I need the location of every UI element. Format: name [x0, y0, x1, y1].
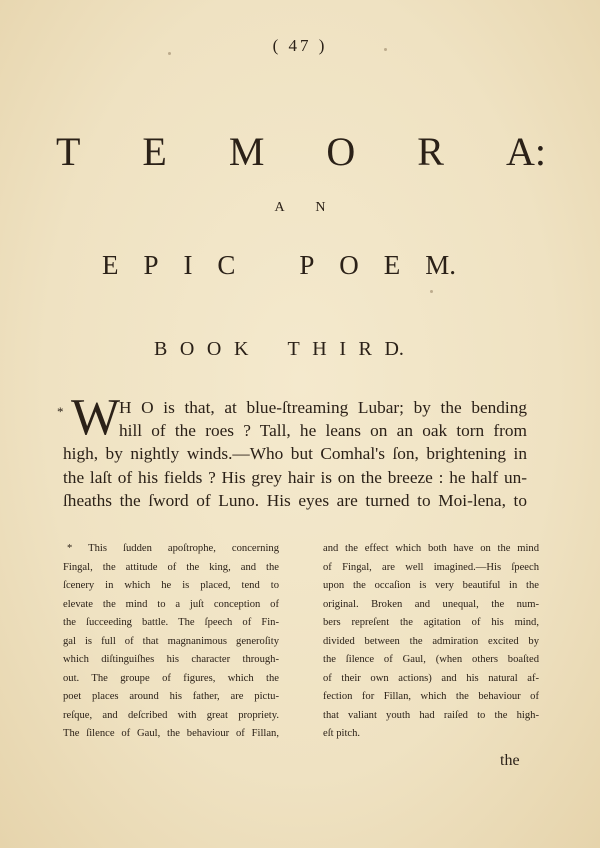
- subtitle-letter: E: [383, 250, 401, 280]
- footnote-line: of Fingal, are well imagined.—His ſpeech: [323, 561, 539, 573]
- footnote-line: eſt pitch.: [323, 728, 361, 739]
- book-heading-letter: H: [312, 338, 327, 360]
- footnote-line: of their own actions) and his natural af-: [323, 672, 539, 684]
- footnote-line: that valiant youth had raiſed to the high-: [323, 709, 539, 721]
- book-heading-letter: O: [206, 338, 222, 360]
- book-heading-letter: B: [154, 338, 168, 360]
- paper-blemish: [430, 290, 433, 293]
- subtitle-an: A N: [274, 200, 340, 215]
- poem-line: hill of the roes ? Tall, he leans on an oak torn from: [119, 421, 527, 441]
- book-heading-letter: O: [179, 338, 195, 360]
- footnote-line: upon the occaſion is very beautiful in the: [323, 580, 539, 591]
- poem-line: high, by nightly winds.—Who but Comhal's ſon, brightening in: [63, 444, 527, 464]
- footnote-line: fection for Fillan, which the behaviour of: [323, 691, 539, 702]
- word-gap: [261, 338, 275, 361]
- footnote-line: out. The groupe of figures, which the: [63, 672, 279, 684]
- title-letter: O: [326, 129, 356, 174]
- page-number: ( 47 ): [272, 36, 328, 55]
- book-heading: [154, 338, 404, 361]
- subtitle-letter: P: [143, 250, 159, 280]
- drop-cap: W: [71, 389, 121, 446]
- subtitle-letter: P: [299, 250, 315, 280]
- page-title: [56, 128, 546, 175]
- footnote: [63, 540, 539, 744]
- footnote-line: which diſtinguiſhes his character through-: [63, 654, 279, 665]
- footnote-marker: *: [57, 404, 64, 419]
- title-letter: T: [56, 129, 81, 174]
- subtitle-letter: I: [183, 250, 193, 280]
- book-heading-letter: I: [339, 338, 346, 360]
- footnote-line: Fingal, the attitude of the king, and the: [63, 561, 279, 573]
- title-letter: R: [417, 129, 444, 174]
- book-heading-letter: D.: [384, 338, 404, 360]
- poem-text: [57, 389, 527, 512]
- footnote-line: ſcenery in which he is placed, tend to: [63, 580, 279, 591]
- poem-line: ſheaths the ſword of Luno. His eyes are turned to Moi-lena, to: [63, 490, 527, 510]
- poem-line: H O is that, at blue-ſtreaming Lubar; by the bending: [119, 398, 527, 417]
- footnote-line: * This ſudden apoſtrophe, concerning: [67, 543, 279, 554]
- footnote-line: gal is full of that magnanimous generoſity: [63, 635, 279, 647]
- subtitle-epic-poem: [102, 250, 456, 281]
- footnote-line: divided between the admiration excited by: [323, 635, 539, 647]
- footnote-line: poet places around his father, are pictu-: [63, 691, 279, 702]
- subtitle-letter: O: [339, 250, 359, 280]
- footnote-line: original. Broken and unequal, the num-: [323, 598, 539, 610]
- footnote-line: the ſilence of Gaul, (when others boaſted: [323, 654, 539, 665]
- book-heading-letter: R: [358, 338, 372, 360]
- book-heading-letter: K: [233, 338, 249, 360]
- subtitle-letter: M.: [425, 250, 456, 280]
- footnote-line: The ſilence of Gaul, the behaviour of Fillan,: [63, 728, 279, 739]
- poem-line: the laſt of his fields ? His grey hair is on the breeze : he half un-: [63, 467, 527, 487]
- title-letter: E: [142, 129, 167, 174]
- catchword: the: [500, 752, 520, 769]
- footnote-line: reſque, and deſcribed with great propriety.: [63, 709, 279, 721]
- footnote-line: bers repreſent the agitation of his mind,: [323, 617, 539, 628]
- footnote-left-column: [63, 540, 279, 744]
- footnote-line: elevate the mind to a juſt conception of: [63, 598, 279, 610]
- word-gap: [260, 250, 274, 281]
- subtitle-letter: C: [217, 250, 236, 280]
- footnote-line: the ſucceeding battle. The ſpeech of Fin-: [63, 617, 279, 628]
- footnote-line: and the effect which both have on the mind: [323, 543, 539, 554]
- title-letter: A:: [505, 129, 546, 174]
- title-letter: M: [228, 129, 265, 174]
- book-heading-letter: T: [287, 338, 300, 360]
- subtitle-letter: E: [102, 250, 119, 280]
- footnote-right-column: [323, 540, 539, 744]
